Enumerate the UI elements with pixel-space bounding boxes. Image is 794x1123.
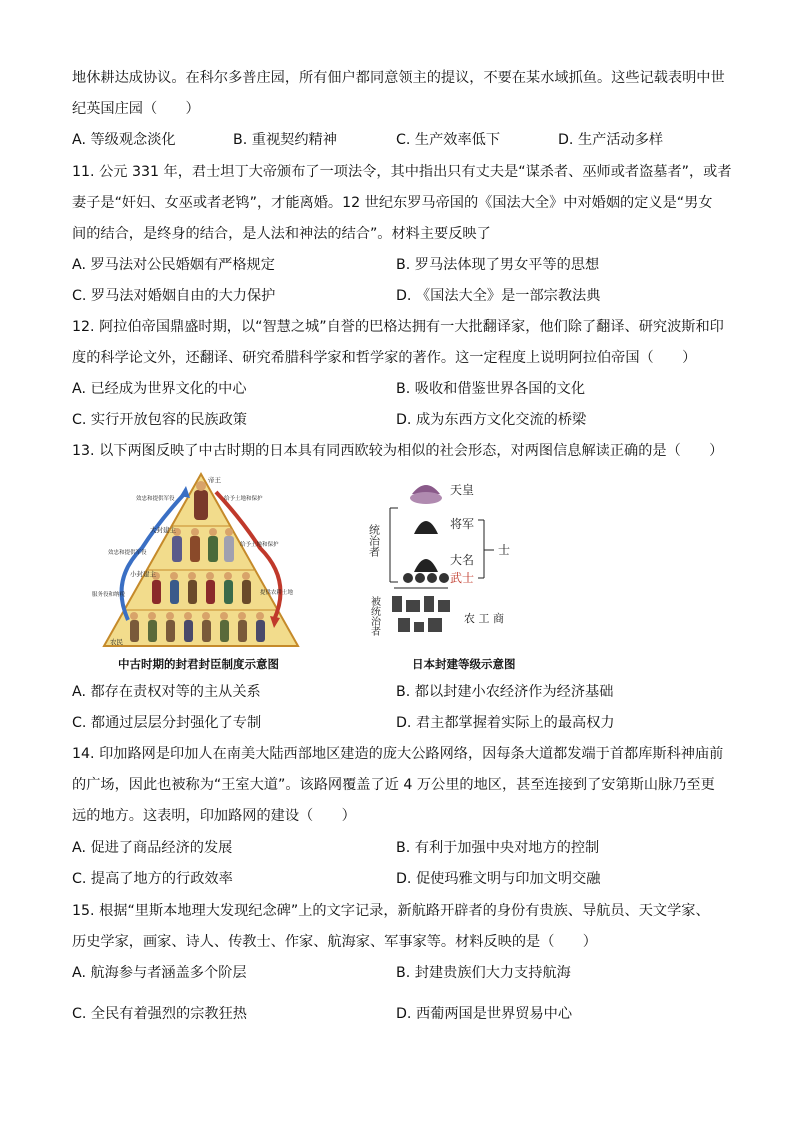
q15-line-2: 历史学家，画家、诗人、传教士、作家、航海家、军事家等。材料反映的是（ ） [72, 934, 597, 950]
label-peasant: 农民 [110, 638, 123, 646]
q15-line-1: 15. 根据“里斯本地理大发现纪念碑”上的文字记录，新航路开辟者的身份有贵族、导航员、天文学家、 [72, 903, 710, 919]
q14-option-c[interactable]: C. 提高了地方的行政效率 [72, 871, 233, 887]
q14-line-1: 14. 印加路网是印加人在南美大陆西部地区建造的庞大公路网络，因每条大道都发端于首都库斯科神庙前 [72, 746, 724, 762]
q11-option-c[interactable]: C. 罗马法对婚姻自由的大力保护 [72, 288, 276, 304]
label-commoners: 农 工 商 [464, 612, 504, 625]
q14-line-2: 的广场，因此也被称为“王室大道”。该路网覆盖了近 4 万公里的地区，甚至连接到了安第斯山脉乃至更 [72, 777, 715, 793]
right-figure-caption: 日本封建等级示意图 [412, 657, 516, 671]
q11-option-d[interactable]: D. 《国法大全》是一部宗教法典 [396, 288, 601, 304]
label-left-upper: 效忠和提供军役 [136, 496, 175, 502]
label-shogun: 将军 [450, 517, 475, 531]
label-ruler: 统治者 [368, 524, 381, 557]
q15-option-d[interactable]: D. 西葡两国是世界贸易中心 [396, 1006, 573, 1022]
q12-option-b[interactable]: B. 吸收和借鉴世界各国的文化 [396, 381, 586, 397]
q10-option-a[interactable]: A. 等级观念淡化 [72, 132, 176, 148]
feudal-pyramid-svg [90, 470, 312, 650]
king-head [196, 481, 206, 491]
label-tenno: 天皇 [450, 483, 475, 497]
q12-option-d[interactable]: D. 成为东西方文化交流的桥梁 [396, 412, 587, 428]
left-figure-caption: 中古时期的封君封臣制度示意图 [118, 657, 279, 671]
shogun-figure [414, 521, 438, 534]
q11-line-3: 间的结合，是终身的结合，是人法和神法的结合”。材料主要反映了 [72, 226, 491, 242]
q15-option-a[interactable]: A. 航海参与者涵盖多个阶层 [72, 965, 247, 981]
q10-line-1: 地休耕达成协议。在科尔多普庄园，所有佃户都同意领主的提议，不要在某水域抓鱼。这些记载表明中世 [72, 70, 725, 86]
q15-option-b[interactable]: B. 封建贵族们大力支持航海 [396, 965, 571, 981]
q10-option-b[interactable]: B. 重视契约精神 [233, 132, 337, 148]
label-shi: 士 [498, 543, 511, 557]
q12-option-c[interactable]: C. 实行开放包容的民族政策 [72, 412, 247, 428]
q15-option-c[interactable]: C. 全民有着强烈的宗教狂热 [72, 1006, 247, 1022]
label-right-low: 提供农耕土地 [260, 590, 294, 596]
commoners-figures [392, 596, 450, 632]
daimyo-figure [414, 559, 438, 572]
q11-option-a[interactable]: A. 罗马法对公民婚姻有严格规定 [72, 257, 275, 273]
king-figure [194, 490, 208, 520]
q11-line-2: 妻子是“奸妇、女巫或者老鸨”，才能离婚。12 世纪东罗马帝国的《国法大全》中对婚姻的定义是“男女 [72, 195, 713, 211]
q10-line-2: 纪英国庄园（ ） [72, 101, 200, 117]
label-right-upper: 给予土地和保护 [224, 496, 263, 502]
label-big-lord: 大封建主 [150, 526, 176, 534]
arrow-head-blue [180, 486, 190, 498]
q14-line-3: 远的地方。这表明，印加路网的建设（ ） [72, 808, 356, 824]
q12-line-2: 度的科学论文外，还翻译、研究希腊科学家和哲学家的著作。这一定程度上说明阿拉伯帝国（ ） [72, 350, 697, 366]
label-top: 帝王 [208, 476, 221, 484]
label-daimyo: 大名 [450, 553, 475, 567]
q12-line-1: 12. 阿拉伯帝国鼎盛时期，以“智慧之城”自誉的巴格达拥有一大批翻译家，他们除了翻译、研究波斯和印 [72, 319, 724, 335]
q14-option-d[interactable]: D. 促使玛雅文明与印加文明交融 [396, 871, 601, 887]
label-ruled: 被统治者 [368, 596, 380, 636]
japan-hierarchy-svg [368, 472, 538, 648]
q13-option-c[interactable]: C. 都通过层层分封强化了专制 [72, 715, 262, 731]
feudal-pyramid-figure [90, 470, 312, 650]
japan-hierarchy-figure [368, 472, 538, 648]
q12-option-a[interactable]: A. 已经成为世界文化的中心 [72, 381, 247, 397]
q13-line-1: 13. 以下两图反映了中古时期的日本具有同西欧较为相似的社会形态，对两图信息解读正确的是（ ） [72, 443, 724, 459]
label-small-lord: 小封建主 [130, 570, 156, 578]
label-right-mid: 给予土地和保护 [240, 542, 279, 548]
q13-option-d[interactable]: D. 君主都掌握着实际上的最高权力 [396, 715, 615, 731]
q10-option-c[interactable]: C. 生产效率低下 [396, 132, 501, 148]
samurai-figures [403, 573, 449, 583]
q14-option-b[interactable]: B. 有利于加强中央对地方的控制 [396, 840, 600, 856]
q13-option-b[interactable]: B. 都以封建小农经济作为经济基础 [396, 684, 614, 700]
label-samurai: 武士 [450, 571, 475, 585]
label-left-low: 服务役和纳税 [92, 592, 126, 598]
q10-option-d[interactable]: D. 生产活动多样 [558, 132, 664, 148]
q11-option-b[interactable]: B. 罗马法体现了男女平等的思想 [396, 257, 600, 273]
q14-option-a[interactable]: A. 促进了商品经济的发展 [72, 840, 233, 856]
label-left-mid: 效忠和提供军役 [108, 550, 147, 556]
q13-option-a[interactable]: A. 都存在责权对等的主从关系 [72, 684, 261, 700]
q11-line-1: 11. 公元 331 年，君士坦丁大帝颁布了一项法令，其中指出只有丈夫是“谋杀者、巫师或者盗墓者”，或者 [72, 164, 732, 180]
